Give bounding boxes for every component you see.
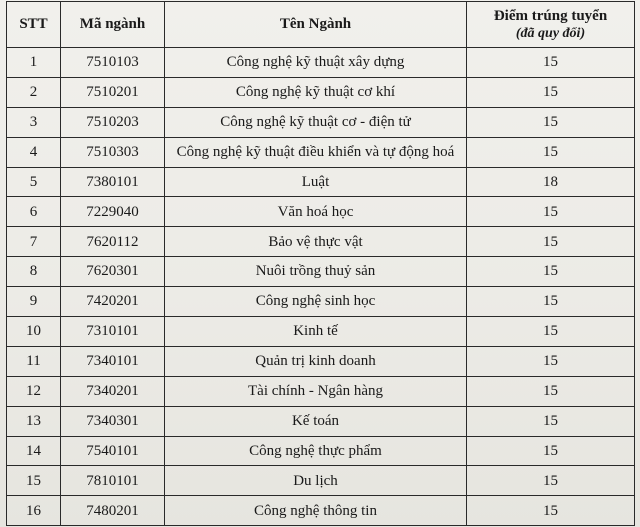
row-name-cell: Quản trị kinh doanh: [165, 346, 467, 376]
row-name-cell: Công nghệ thông tin: [165, 496, 467, 526]
row-score-cell: 15: [467, 257, 635, 287]
header-stt: STT: [7, 2, 61, 48]
row-stt-cell: 5: [7, 167, 61, 197]
row-stt-cell: 7: [7, 227, 61, 257]
table-row: [7, 257, 635, 287]
row-stt-cell: 1: [7, 48, 61, 78]
row-code-cell: 7540101: [61, 436, 165, 466]
table-row: [7, 167, 635, 197]
row-name-cell: Văn hoá học: [165, 197, 467, 227]
row-code-cell: 7420201: [61, 287, 165, 317]
row-code-cell: 7510201: [61, 77, 165, 107]
table-row: [7, 406, 635, 436]
row-score-cell: 15: [467, 346, 635, 376]
row-score-cell: 15: [467, 406, 635, 436]
row-code-cell: 7340201: [61, 376, 165, 406]
header-row: [7, 2, 635, 48]
row-score-cell: 15: [467, 466, 635, 496]
table-row: [7, 137, 635, 167]
row-stt-cell: 12: [7, 376, 61, 406]
row-score-cell: 15: [467, 496, 635, 526]
admission-scores-table: [6, 1, 635, 526]
table-row: [7, 48, 635, 78]
row-code-cell: 7340301: [61, 406, 165, 436]
row-stt-cell: 11: [7, 346, 61, 376]
table-body: [7, 48, 635, 526]
table-row: [7, 317, 635, 347]
row-name-cell: Luật: [165, 167, 467, 197]
table-row: [7, 227, 635, 257]
row-code-cell: 7340101: [61, 346, 165, 376]
row-score-cell: 18: [467, 167, 635, 197]
row-code-cell: 7620301: [61, 257, 165, 287]
row-name-cell: Công nghệ kỹ thuật cơ - điện tử: [165, 107, 467, 137]
row-name-cell: Công nghệ kỹ thuật điều khiển và tự động hoá: [165, 137, 467, 167]
row-score-cell: 15: [467, 227, 635, 257]
row-name-cell: Công nghệ kỹ thuật xây dựng: [165, 48, 467, 78]
header-score: [467, 2, 635, 48]
row-stt-cell: 9: [7, 287, 61, 317]
row-code-cell: 7380101: [61, 167, 165, 197]
header-score-note: (đã quy đổi): [515, 25, 586, 41]
row-score-cell: 15: [467, 137, 635, 167]
row-name-cell: Bảo vệ thực vật: [165, 227, 467, 257]
row-stt-cell: 16: [7, 496, 61, 526]
row-stt-cell: 10: [7, 317, 61, 347]
row-stt-cell: 15: [7, 466, 61, 496]
row-name-cell: Kế toán: [165, 406, 467, 436]
table-row: [7, 107, 635, 137]
row-name-cell: Nuôi trồng thuỷ sản: [165, 257, 467, 287]
row-name-cell: Công nghệ kỹ thuật cơ khí: [165, 77, 467, 107]
row-code-cell: 7810101: [61, 466, 165, 496]
table-row: [7, 376, 635, 406]
row-code-cell: 7620112: [61, 227, 165, 257]
row-stt-cell: 6: [7, 197, 61, 227]
row-code-cell: 7310101: [61, 317, 165, 347]
row-name-cell: Công nghệ thực phẩm: [165, 436, 467, 466]
row-code-cell: 7510303: [61, 137, 165, 167]
table-row: [7, 436, 635, 466]
row-score-cell: 15: [467, 197, 635, 227]
row-code-cell: 7510203: [61, 107, 165, 137]
row-stt-cell: 13: [7, 406, 61, 436]
row-score-cell: 15: [467, 77, 635, 107]
row-score-cell: 15: [467, 317, 635, 347]
table-row: [7, 466, 635, 496]
row-score-cell: 15: [467, 376, 635, 406]
row-stt-cell: 14: [7, 436, 61, 466]
row-stt-cell: 4: [7, 137, 61, 167]
table-row: [7, 346, 635, 376]
table-header: [7, 2, 635, 48]
row-score-cell: 15: [467, 436, 635, 466]
row-name-cell: Công nghệ sinh học: [165, 287, 467, 317]
row-score-cell: 15: [467, 287, 635, 317]
row-name-cell: Tài chính - Ngân hàng: [165, 376, 467, 406]
row-stt-cell: 2: [7, 77, 61, 107]
row-name-cell: Kinh tế: [165, 317, 467, 347]
row-stt-cell: 3: [7, 107, 61, 137]
row-name-cell: Du lịch: [165, 466, 467, 496]
table-row: [7, 287, 635, 317]
header-code: Mã ngành: [61, 2, 165, 48]
row-code-cell: 7510103: [61, 48, 165, 78]
header-name: Tên Ngành: [165, 2, 467, 48]
table-row: [7, 77, 635, 107]
row-code-cell: 7229040: [61, 197, 165, 227]
row-code-cell: 7480201: [61, 496, 165, 526]
table-row: [7, 496, 635, 526]
row-stt-cell: 8: [7, 257, 61, 287]
row-score-cell: 15: [467, 107, 635, 137]
row-score-cell: 15: [467, 48, 635, 78]
header-score-label: Điểm trúng tuyển: [493, 8, 608, 25]
table-row: [7, 197, 635, 227]
